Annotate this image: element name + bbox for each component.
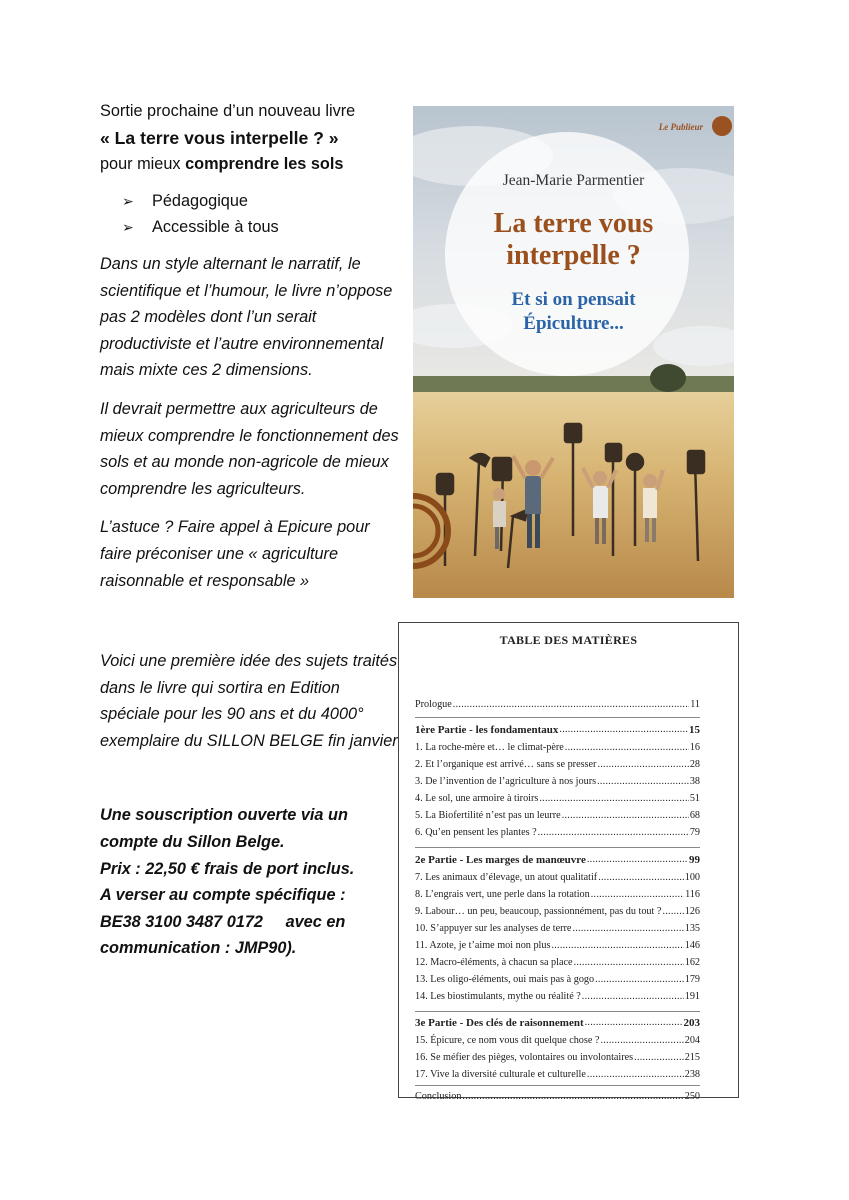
toc-entry-label: 11. Azote, je t’aime moi non plus <box>415 940 551 951</box>
toc-entry-label: 14. Les biostimulants, mythe ou réalité ? <box>415 991 581 1002</box>
toc-entry-label: 6. Qu’en pensent les plantes ? <box>415 827 537 838</box>
toc-chapter-row <box>415 955 700 969</box>
toc-dots <box>462 1091 683 1103</box>
toc-dots <box>572 923 683 935</box>
toc-part-heading <box>415 852 700 866</box>
toc-dots <box>600 1035 683 1047</box>
feature-label: Accessible à tous <box>152 218 279 237</box>
publisher-logo-icon <box>712 116 732 136</box>
trick-paragraph: L’astuce ? Faire appel à Epicure pour faire préconiser une « agriculture raisonnable et responsable » <box>100 518 370 590</box>
description-paragraph: Dans un style alternant le narratif, le scientifique et l’humour, le livre n’oppose pas 2 modèles dont l’un serait productiviste et l’autre environnemental mais mixte ces 2 dimensions. <box>100 254 393 380</box>
toc-chapter-row <box>415 825 700 839</box>
toc-entry-label: 10. S’appuyer sur les analyses de terre <box>415 923 572 934</box>
toc-row-conclusion <box>415 1089 700 1103</box>
cover-author: Jean-Marie Parmentier <box>502 172 645 189</box>
toc-chapter-row <box>415 791 700 805</box>
table-of-contents <box>398 622 739 1102</box>
toc-chapter-row <box>415 989 700 1003</box>
intro-line: Sortie prochaine d’un nouveau livre <box>100 102 356 120</box>
toc-dots <box>634 1052 684 1064</box>
toc-chapter-row <box>415 1033 700 1047</box>
toc-chapter-row <box>415 972 700 986</box>
toc-entry-page: 191 <box>684 991 700 1002</box>
feature-label: Pédagogique <box>152 191 248 210</box>
subscription-line: A verser au compte spécifique : <box>100 886 346 905</box>
intro-subline-prefix: pour mieux <box>100 155 186 174</box>
toc-entry-label: 1ère Partie - les fondamentaux <box>415 724 559 736</box>
toc-entry-label: Conclusion <box>415 1091 462 1102</box>
toc-chapter-row <box>415 938 700 952</box>
toc-entry-label: 5. La Biofertilité n’est pas un leurre <box>415 810 561 821</box>
toc-dots <box>597 759 688 771</box>
toc-dots <box>595 974 684 986</box>
subscription-price: Prix : 22,50 € frais de port inclus. <box>100 859 355 878</box>
toc-entry-label: 4. Le sol, une armoire à tiroirs <box>415 793 539 804</box>
toc-dots <box>565 742 689 754</box>
toc-dots <box>598 872 684 884</box>
toc-dots <box>585 1016 683 1029</box>
subscription-line: Une souscription ouverte via un <box>100 806 348 825</box>
toc-entry-page: 51 <box>689 793 700 804</box>
toc-entry-label: 9. Labour… un peu, beaucoup, passionnément, pas du tout ? <box>415 906 662 917</box>
toc-part-heading <box>415 722 700 736</box>
book-cover <box>413 106 734 598</box>
toc-entry-page: 79 <box>689 827 700 838</box>
toc-chapter-row <box>415 1050 700 1064</box>
cover-title <box>433 208 714 272</box>
book-title-heading: « La terre vous interpelle ? » <box>100 127 339 148</box>
toc-dots <box>597 776 689 788</box>
toc-entry-page: 250 <box>684 1091 700 1102</box>
toc-entry-page: 68 <box>689 810 700 821</box>
toc-chapter-row <box>415 774 700 788</box>
toc-entry-page: 204 <box>684 1035 700 1046</box>
arrow-bullet-icon: ➢ <box>122 192 134 209</box>
toc-entry-label: 16. Se méfier des pièges, volontaires ou involontaires <box>415 1052 634 1063</box>
toc-entry-page: 11 <box>690 699 700 710</box>
toc-entry-page: 162 <box>684 957 700 968</box>
toc-dots <box>574 957 684 969</box>
toc-chapter-row <box>415 1067 700 1081</box>
toc-entry-page: 135 <box>684 923 700 934</box>
toc-title: TABLE DES MATIÈRES <box>499 633 638 647</box>
toc-entry-page: 15 <box>689 724 700 736</box>
toc-dots <box>591 889 684 901</box>
toc-chapter-row <box>415 921 700 935</box>
toc-divider <box>415 847 700 848</box>
toc-divider <box>415 1011 700 1012</box>
toc-entry-label: 7. Les animaux d’élevage, un atout qualitatif <box>415 872 598 883</box>
toc-dots <box>551 940 683 952</box>
toc-dots <box>453 699 689 711</box>
toc-entry-page: 38 <box>689 776 700 787</box>
toc-chapter-row <box>415 870 700 884</box>
toc-dots <box>587 853 688 866</box>
toc-entry-label: Prologue <box>415 699 452 710</box>
toc-dots <box>582 991 684 1003</box>
toc-entry-page: 126 <box>684 906 700 917</box>
toc-entry-label: 13. Les oligo-éléments, oui mais pas à gogo <box>415 974 595 985</box>
toc-dots <box>538 827 689 839</box>
toc-entry-label: 3e Partie - Des clés de raisonnement <box>415 1017 584 1029</box>
toc-dots <box>562 810 689 822</box>
toc-entry-label: 8. L’engrais vert, une perle dans la rotation <box>415 889 590 900</box>
toc-chapter-row <box>415 887 700 901</box>
toc-entry-label: 2e Partie - Les marges de manœuvre <box>415 854 586 866</box>
purpose-paragraph: Il devrait permettre aux agriculteurs de mieux comprendre le fonctionnement des sols et au monde non-agricole de mieux comprendre les agriculteurs. <box>100 399 399 498</box>
cover-title-line: interpelle ? <box>506 240 641 271</box>
toc-entry-page: 146 <box>684 940 700 951</box>
topics-paragraph: Voici une première idée des sujets traités dans le livre qui sortira en Edition spéciale pour les 90 ans et du 4000° exemplaire du SILLON BELGE fin janvier <box>100 652 398 750</box>
cover-title-line: La terre vous <box>493 208 654 239</box>
intro-subline-bold: comprendre les sols <box>185 155 344 174</box>
toc-entry-page: 16 <box>689 742 700 753</box>
toc-chapter-row <box>415 808 700 822</box>
toc-dots <box>559 723 688 736</box>
feature-item <box>122 214 400 241</box>
toc-divider <box>415 717 700 718</box>
toc-entry-page: 116 <box>685 889 700 900</box>
feature-item <box>122 188 400 215</box>
cover-subtitle-line: Épiculture... <box>523 313 624 334</box>
toc-chapter-row <box>415 740 700 754</box>
arrow-bullet-icon: ➢ <box>122 219 134 236</box>
subscription-line: communication : JMP90). <box>100 939 297 958</box>
subscription-line: compte du Sillon Belge. <box>100 833 285 852</box>
toc-entry-page: 100 <box>684 872 700 883</box>
cover-subtitle-line: Et si on pensait <box>511 289 636 310</box>
toc-entry-page: 28 <box>689 759 700 770</box>
toc-entry-label: 2. Et l’organique est arrivé… sans se presser <box>415 759 597 770</box>
publisher-name: Le Publieur <box>658 122 703 132</box>
toc-row-prologue <box>415 697 700 711</box>
toc-entry-label: 12. Macro-éléments, à chacun sa place <box>415 957 573 968</box>
toc-entry-label: 15. Épicure, ce nom vous dit quelque chose ? <box>415 1035 600 1046</box>
toc-chapter-row <box>415 904 700 918</box>
toc-entry-page: 238 <box>684 1069 700 1080</box>
announcement-text <box>100 98 400 962</box>
subscription-block <box>100 802 400 962</box>
toc-chapter-row <box>415 757 700 771</box>
toc-dots <box>587 1069 684 1081</box>
subscription-iban: BE38 3100 3487 0172 avec en <box>100 912 346 931</box>
toc-entry-label: 17. Vive la diversité culturale et culturelle <box>415 1069 586 1080</box>
toc-part-heading <box>415 1015 700 1029</box>
cover-subtitle <box>433 288 714 336</box>
intro-subline <box>100 151 400 178</box>
toc-entry-page: 179 <box>684 974 700 985</box>
toc-dots <box>539 793 688 805</box>
toc-dots <box>662 906 683 918</box>
toc-entry-page: 215 <box>684 1052 700 1063</box>
toc-entry-label: 3. De l’invention de l’agriculture à nos jours <box>415 776 597 787</box>
feature-list <box>122 188 400 241</box>
toc-divider <box>415 1085 700 1086</box>
toc-entry-label: 1. La roche-mère et… le climat-père <box>415 742 564 753</box>
toc-entry-page: 99 <box>689 854 700 866</box>
toc-entry-page: 203 <box>683 1017 700 1029</box>
